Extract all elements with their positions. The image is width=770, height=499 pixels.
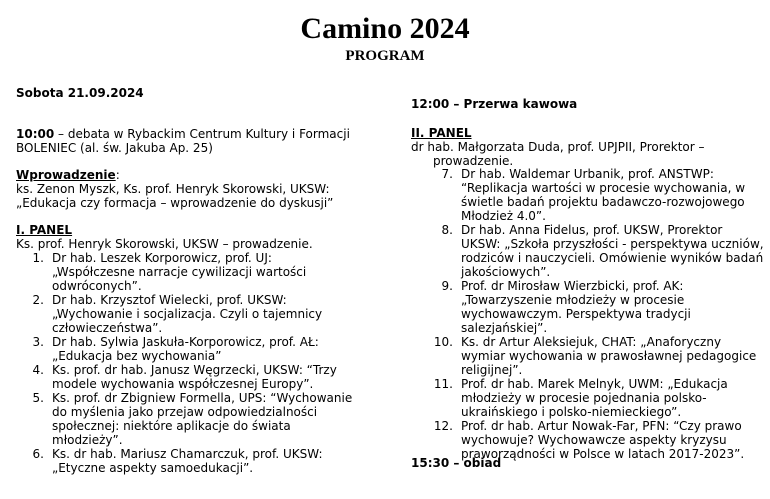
date-heading: Sobota 21.09.2024: [16, 86, 144, 100]
intro-heading-label: Wprowadzenie: [16, 168, 116, 182]
intro-line-1: ks. Zenon Myszk, Ks. prof. Henryk Skorowski, UKSW:: [16, 182, 330, 196]
list-item-line: Ks. dr Artur Aleksiejuk, CHAT: „Anaforyczny: [461, 335, 722, 349]
panel-1-moderator: Ks. prof. Henryk Skorowski, UKSW – prowadzenie.: [16, 237, 313, 251]
list-item-line: młodzieży”.: [52, 433, 123, 447]
list-item-line: Prof. dr hab. Artur Nowak-Far, PFN: “Czy prawo: [461, 419, 742, 433]
list-item-line: jakościowych”.: [461, 265, 551, 279]
list-item-number: 4.: [32, 363, 44, 377]
debate-line-2: BOLENIEC (al. św. Jakuba Ap. 25): [16, 141, 213, 155]
list-item-number: 1.: [32, 251, 44, 265]
list-item-line: UKSW: „Szkoła przyszłości - perspektywa uczniów,: [461, 237, 764, 251]
list-item-line: Młodzież 4.0”.: [461, 209, 546, 223]
list-item-line: rodziców i nauczycieli. Omówienie wyników badań: [461, 251, 764, 265]
intro-line-2: „Edukacja czy formacja – wprowadzenie do dyskusji”: [16, 196, 334, 210]
list-item-number: 9.: [441, 279, 453, 293]
intro-heading: [16, 168, 120, 182]
list-item-line: „Etyczne aspekty samoedukacji”.: [52, 461, 254, 475]
list-item-number: 11.: [433, 377, 453, 391]
panel-1-heading: I. PANEL: [16, 223, 73, 237]
list-item-line: „Edukacja bez wychowania”: [52, 349, 222, 363]
list-item-line: Dr hab. Sylwia Jaskuła-Korporowicz, prof. AŁ:: [52, 335, 319, 349]
list-item-line: społecznej: niektóre aplikacje do świata: [52, 419, 291, 433]
list-item-line: człowieczeństwa”.: [52, 321, 163, 335]
list-item-number: 3.: [32, 335, 44, 349]
list-item-line: wychowuje? Wychowawcze aspekty kryzysu: [461, 433, 727, 447]
debate-text: – debata w Rybackim Centrum Kultury i Formacji: [54, 127, 350, 141]
list-item-line: do myślenia jako przejaw odpowiedzialności: [52, 405, 318, 419]
list-item-line: modele wychowania współczesnej Europy”.: [52, 377, 314, 391]
list-item-number: 12.: [433, 419, 453, 433]
list-item-number: 8.: [441, 223, 453, 237]
list-item-line: Prof. dr hab. Marek Melnyk, UWM: „Edukacja: [461, 377, 728, 391]
list-item-line: „Współczesne narracje cywilizacji wartości: [52, 265, 307, 279]
page-subtitle: PROGRAM: [345, 48, 425, 64]
list-item-line: świetle badań projektu badawczo-rozwojowego: [461, 195, 745, 209]
panel-2-moderator-line-1: dr hab. Małgorzata Duda, prof. UPJPII, Prorektor –: [411, 140, 705, 154]
list-item-number: 5.: [32, 391, 44, 405]
list-item-line: Ks. prof. dr hab. Janusz Węgrzecki, UKSW: “Trzy: [52, 363, 337, 377]
list-item-line: Dr hab. Anna Fidelus, prof. UKSW, Prorektor: [461, 223, 723, 237]
list-item-number: 7.: [441, 167, 453, 181]
list-item-number: 6.: [32, 447, 44, 461]
panel-2-heading: II. PANEL: [411, 126, 472, 140]
list-item-line: “Replikacja wartości w procesie wychowania, w: [461, 181, 746, 195]
panel-2-moderator-line-2: prowadzenie.: [433, 154, 514, 168]
list-item-line: „Wychowanie i socjalizacja. Czyli o tajemnicy: [52, 307, 323, 321]
list-item-line: „Towarzyszenie młodzieży w procesie: [461, 293, 685, 307]
list-item-line: wymiar wychowania w prawosławnej pedagogice: [461, 349, 757, 363]
lunch: 15:30 – obiad: [411, 456, 502, 470]
list-item-line: religijnej”.: [461, 363, 523, 377]
list-item-line: Prof. dr Mirosław Wierzbicki, prof. AK:: [461, 279, 684, 293]
page-title: Camino 2024: [300, 12, 470, 45]
list-item-line: Dr hab. Waldemar Urbanik, prof. ANSTWP:: [461, 167, 714, 181]
list-item-line: praworządności w Polsce w latach 2017-2023”.: [461, 447, 745, 461]
list-item-number: 10.: [433, 335, 453, 349]
debate-time: 10:00: [16, 127, 55, 141]
list-item-line: młodzieży w procesie pojednania polsko-: [461, 391, 707, 405]
list-item-line: ukraińskiego i polsko-niemieckiego”.: [461, 405, 682, 419]
intro-heading-colon: :: [115, 168, 120, 182]
list-item-line: salezjańskiej”.: [461, 321, 548, 335]
list-item-line: odwróconych”.: [52, 279, 142, 293]
list-item-line: Ks. dr hab. Mariusz Chamarczuk, prof. UKSW:: [52, 447, 323, 461]
list-item-line: Dr hab. Krzysztof Wielecki, prof. UKSW:: [52, 293, 287, 307]
coffee-break: 12:00 – Przerwa kawowa: [411, 97, 578, 111]
list-item-line: Dr hab. Leszek Korporowicz, prof. UJ:: [52, 251, 272, 265]
debate-line-1: [16, 127, 350, 141]
list-item-line: Ks. prof. dr Zbigniew Formella, UPS: “Wychowanie: [52, 391, 353, 405]
list-item-line: wychowawczym. Perspektywa tradycji: [461, 307, 691, 321]
list-item-number: 2.: [32, 293, 44, 307]
